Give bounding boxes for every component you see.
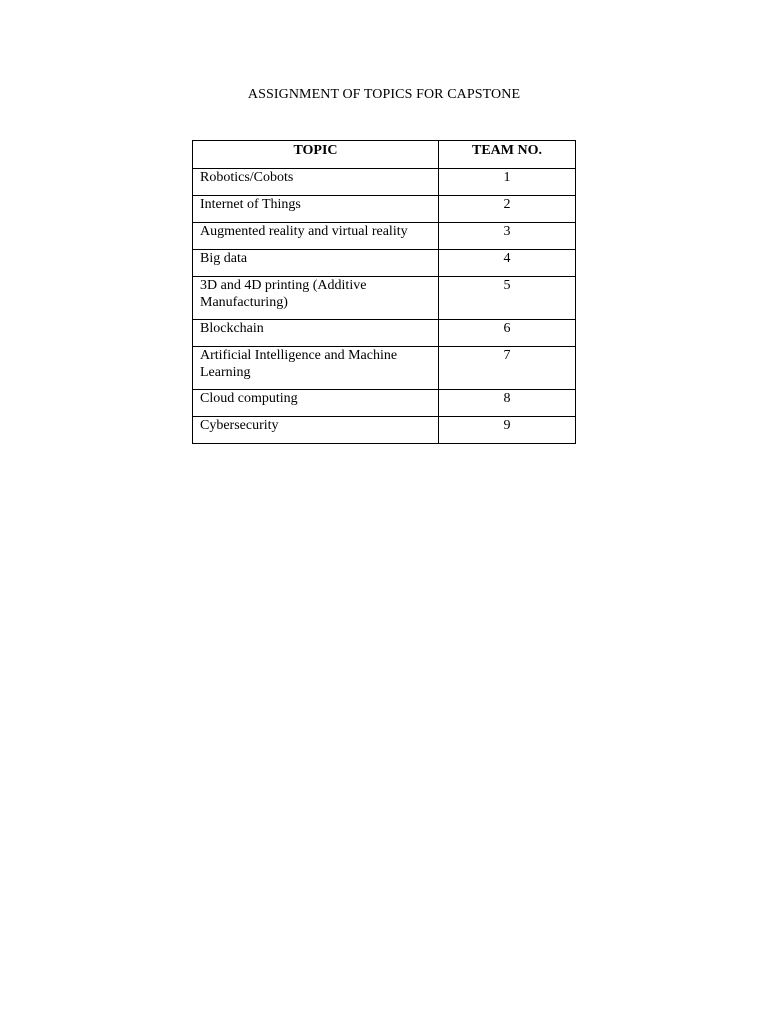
- team-cell: 6: [439, 320, 576, 347]
- topic-cell: Artificial Intelligence and Machine Learning: [193, 347, 439, 390]
- topic-cell: 3D and 4D printing (Additive Manufacturing): [193, 277, 439, 320]
- table-row: [193, 390, 576, 417]
- topic-cell: Blockchain: [193, 320, 439, 347]
- table-row: [193, 320, 576, 347]
- topic-cell: Big data: [193, 250, 439, 277]
- table-header-row: [193, 141, 576, 169]
- table-row: [193, 417, 576, 444]
- table-row: [193, 196, 576, 223]
- topic-cell: Internet of Things: [193, 196, 439, 223]
- table-row: [193, 347, 576, 390]
- topic-cell: Cloud computing: [193, 390, 439, 417]
- topic-cell: Robotics/Cobots: [193, 169, 439, 196]
- column-header-team: TEAM NO.: [439, 141, 576, 169]
- team-cell: 9: [439, 417, 576, 444]
- team-cell: 7: [439, 347, 576, 390]
- page-title: ASSIGNMENT OF TOPICS FOR CAPSTONE: [247, 87, 521, 102]
- table-row: [193, 169, 576, 196]
- team-cell: 3: [439, 223, 576, 250]
- column-header-topic: TOPIC: [193, 141, 439, 169]
- table-row: [193, 250, 576, 277]
- topic-cell: Augmented reality and virtual reality: [193, 223, 439, 250]
- table-row: [193, 277, 576, 320]
- team-cell: 5: [439, 277, 576, 320]
- team-cell: 1: [439, 169, 576, 196]
- table-row: [193, 223, 576, 250]
- topic-assignment-table: [192, 140, 576, 444]
- team-cell: 8: [439, 390, 576, 417]
- team-cell: 4: [439, 250, 576, 277]
- team-cell: 2: [439, 196, 576, 223]
- topic-cell: Cybersecurity: [193, 417, 439, 444]
